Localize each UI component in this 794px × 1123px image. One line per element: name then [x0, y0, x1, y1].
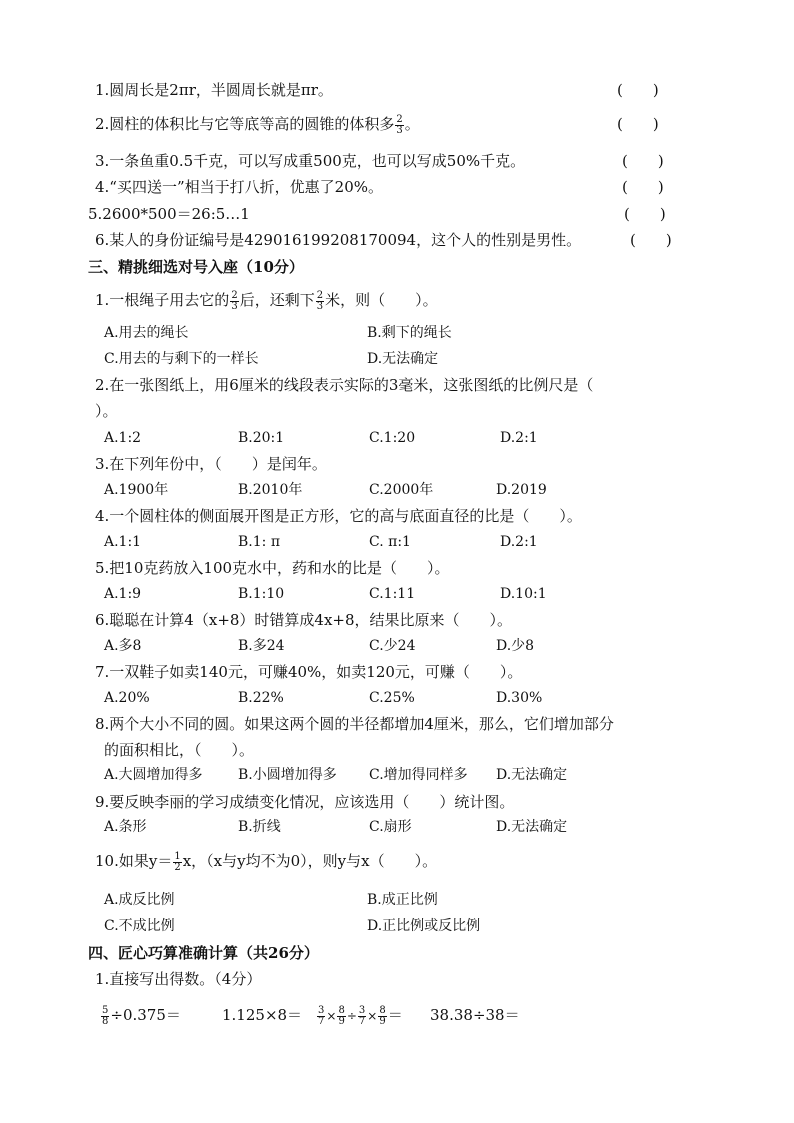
option-d[interactable]: D.少8 — [496, 638, 535, 654]
calc-expr-4: 38.38÷38＝ — [430, 1006, 520, 1024]
option-d[interactable]: D.2019 — [496, 482, 547, 498]
answer-paren[interactable]: ( ) — [617, 115, 659, 133]
option-b[interactable]: B.剩下的绳长 — [367, 325, 452, 341]
fraction: $\frac{2}{3}$ — [231, 289, 238, 312]
option-c[interactable]: C.不成比例 — [104, 918, 175, 934]
section3-title: 三、精挑细选对号入座（10分） — [88, 258, 304, 276]
calc-expr-3: $\frac{3}{7}$ × $\frac{8}{9}$ ÷ $\frac{3}{7}$ × $\frac{8}{9}$ ＝ — [318, 1004, 403, 1027]
option-c[interactable]: C.用去的与剩下的一样长 — [104, 351, 259, 367]
judge-q4: 4.“买四送一”相当于打八折，优惠了20%。 — [95, 178, 383, 196]
option-b[interactable]: B.1: π — [238, 534, 281, 550]
option-c[interactable]: C.少24 — [369, 638, 416, 654]
answer-paren[interactable]: ( ) — [622, 152, 664, 170]
option-c[interactable]: C.1:20 — [369, 430, 416, 446]
option-b[interactable]: B.20:1 — [238, 430, 285, 446]
option-b[interactable]: B.多24 — [238, 638, 285, 654]
option-a[interactable]: A.大圆增加得多 — [104, 767, 203, 783]
option-a[interactable]: A.1:9 — [104, 586, 142, 602]
fraction: $\frac{3}{7}$ — [358, 1004, 366, 1027]
s3-q3: 3.在下列年份中，（ ）是闰年。 — [95, 455, 327, 473]
option-d[interactable]: D.2:1 — [500, 430, 538, 446]
s3-q5: 5.把10克药放入100克水中，药和水的比是（ ）。 — [95, 559, 450, 577]
option-a[interactable]: A.1:1 — [104, 534, 142, 550]
s3-q8-cont: 的面积相比，（ ）。 — [104, 741, 255, 759]
option-c[interactable]: C.扇形 — [369, 819, 412, 835]
s3-q7: 7.一双鞋子如卖140元，可赚40%，如卖120元，可赚（ ）。 — [95, 663, 523, 681]
option-b[interactable]: B.22% — [238, 690, 284, 706]
option-c[interactable]: C.2000年 — [369, 482, 434, 498]
option-c[interactable]: C. π:1 — [369, 534, 411, 550]
s3-q9: 9.要反映李丽的学习成绩变化情况，应该选用（ ）统计图。 — [95, 793, 515, 811]
option-c[interactable]: C.1:11 — [369, 586, 416, 602]
option-b[interactable]: B.1:10 — [238, 586, 285, 602]
option-a[interactable]: A.用去的绳长 — [104, 325, 189, 341]
option-a[interactable]: A.多8 — [104, 638, 142, 654]
s3-q6: 6.聪聪在计算4（x+8）时错算成4x+8，结果比原来（ ）。 — [95, 611, 513, 629]
option-a[interactable]: A.1:2 — [104, 430, 142, 446]
calc-expr-2: 1.125×8＝ — [222, 1006, 303, 1024]
calc-expr-1: $\frac{5}{8}$ ÷0.375＝ — [102, 1004, 181, 1027]
option-a[interactable]: A.条形 — [104, 819, 147, 835]
judge-q2: 2.圆柱的体积比与它等底等高的圆锥的体积多 $\frac{2}{3}$ 。 — [95, 113, 420, 136]
s3-q2-cont: ）。 — [95, 402, 118, 420]
option-d[interactable]: D.10:1 — [500, 586, 547, 602]
option-d[interactable]: D.无法确定 — [367, 351, 439, 367]
option-d[interactable]: D.无法确定 — [496, 819, 568, 835]
option-c[interactable]: C.增加得同样多 — [369, 767, 468, 783]
answer-paren[interactable]: ( ) — [622, 178, 664, 196]
option-b[interactable]: B.小圆增加得多 — [238, 767, 337, 783]
answer-paren[interactable]: ( ) — [624, 205, 666, 223]
option-b[interactable]: B.成正比例 — [367, 892, 438, 908]
s3-q1: 1.一根绳子用去它的 $\frac{2}{3}$ 后，还剩下 $\frac{2}{3}$ 米，则（ ）。 — [95, 289, 438, 312]
s4-sub1: 1.直接写出得数。（4分） — [95, 970, 262, 988]
fraction: $\frac{1}{2}$ — [174, 850, 181, 873]
judge-q6: 6.某人的身份证编号是429016199208170094，这个人的性别是男性。 — [95, 231, 582, 249]
option-a[interactable]: A.20% — [104, 690, 150, 706]
fraction: $\frac{5}{8}$ — [102, 1004, 109, 1027]
option-b[interactable]: B.折线 — [238, 819, 281, 835]
option-b[interactable]: B.2010年 — [238, 482, 303, 498]
judge-q5: 5.2600*500＝26:5…1 — [88, 205, 250, 223]
judge-q3: 3.一条鱼重0.5千克，可以写成重500克，也可以写成50%千克。 — [95, 152, 526, 170]
section4-title: 四、匠心巧算准确计算（共26分） — [88, 944, 319, 962]
option-c[interactable]: C.25% — [369, 690, 415, 706]
answer-paren[interactable]: ( ) — [630, 231, 672, 249]
s3-q2: 2.在一张图纸上，用6厘米的线段表示实际的3毫米，这张图纸的比例尺是（ — [95, 376, 594, 394]
s3-q10: 10.如果y＝ $\frac{1}{2}$ x，（x与y均不为0），则y与x（ ）。 — [95, 850, 438, 873]
option-d[interactable]: D.2:1 — [500, 534, 538, 550]
fraction: $\frac{3}{7}$ — [318, 1004, 325, 1027]
s3-q8: 8.两个大小不同的圆。如果这两个圆的半径都增加4厘米，那么，它们增加部分 — [95, 715, 614, 733]
answer-paren[interactable]: ( ) — [617, 81, 659, 99]
option-a[interactable]: A.成反比例 — [104, 892, 175, 908]
fraction: $\frac{2}{3}$ — [396, 113, 403, 136]
option-d[interactable]: D.正比例或反比例 — [367, 918, 481, 934]
fraction: $\frac{8}{9}$ — [338, 1004, 345, 1027]
judge-q2-text: 2.圆柱的体积比与它等底等高的圆锥的体积多 — [95, 115, 395, 133]
s3-q4: 4.一个圆柱体的侧面展开图是正方形，它的高与底面直径的比是（ ）。 — [95, 507, 582, 525]
option-d[interactable]: D.无法确定 — [496, 767, 568, 783]
fraction: $\frac{8}{9}$ — [379, 1004, 386, 1027]
option-d[interactable]: D.30% — [496, 690, 543, 706]
fraction: $\frac{2}{3}$ — [316, 289, 324, 312]
judge-q1: 1.圆周长是2πr，半圆周长就是πr。 — [95, 81, 333, 99]
option-a[interactable]: A.1900年 — [104, 482, 169, 498]
